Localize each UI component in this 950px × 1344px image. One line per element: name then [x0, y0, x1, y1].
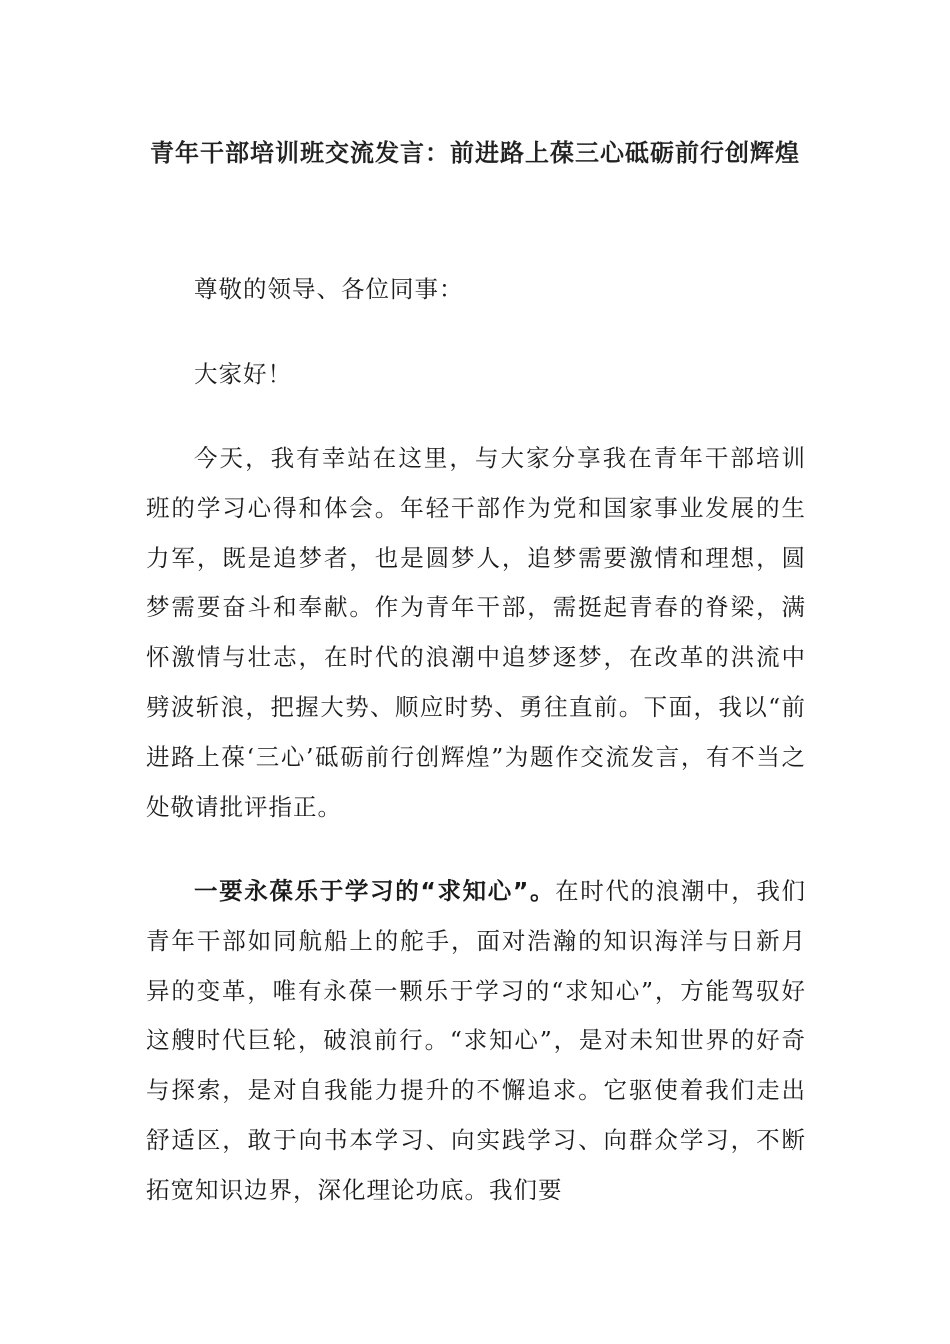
greeting: 大家好！ — [194, 360, 292, 388]
intro-paragraph: 今天，我有幸站在这里，与大家分享我在青年干部培训班的学习心得和体会。年轻干部作为党和国家事业发展的生力军，既是追梦者，也是圆梦人，追梦需要激情和理想，圆梦需要奋斗和奉献。作为青年干部，需挺起青春的脊梁，满怀激情与壮志，在时代的浪潮中追梦逐梦，在改革的洪流中劈波斩浪，把握大势、顺应时势、勇往直前。下面，我以“前进路上葆‘三心’砥砺前行创辉煌”为题作交流发言，有不当之处敬请批评指正。 — [146, 444, 806, 821]
document-title: 青年干部培训班交流发言：前进路上葆三心砥砺前行创辉煌 — [150, 139, 800, 167]
section-1-paragraph — [146, 867, 806, 1216]
section-1-heading: 一要永葆乐于学习的“求知心”。 — [194, 877, 556, 905]
section-1-body: 在时代的浪潮中，我们青年干部如同航船上的舵手，面对浩瀚的知识海洋与日新月异的变革，唯有永葆一颗乐于学习的“求知心”，方能驾驭好这艘时代巨轮，破浪前行。“求知心”，是对未知世界的好奇与探索，是对自我能力提升的不懈追求。它驱使着我们走出舒适区，敢于向书本学习、向实践学习、向群众学习，不断拓宽知识边界，深化理论功底。我们要 — [146, 877, 807, 1204]
salutation: 尊敬的领导、各位同事： — [194, 275, 464, 303]
